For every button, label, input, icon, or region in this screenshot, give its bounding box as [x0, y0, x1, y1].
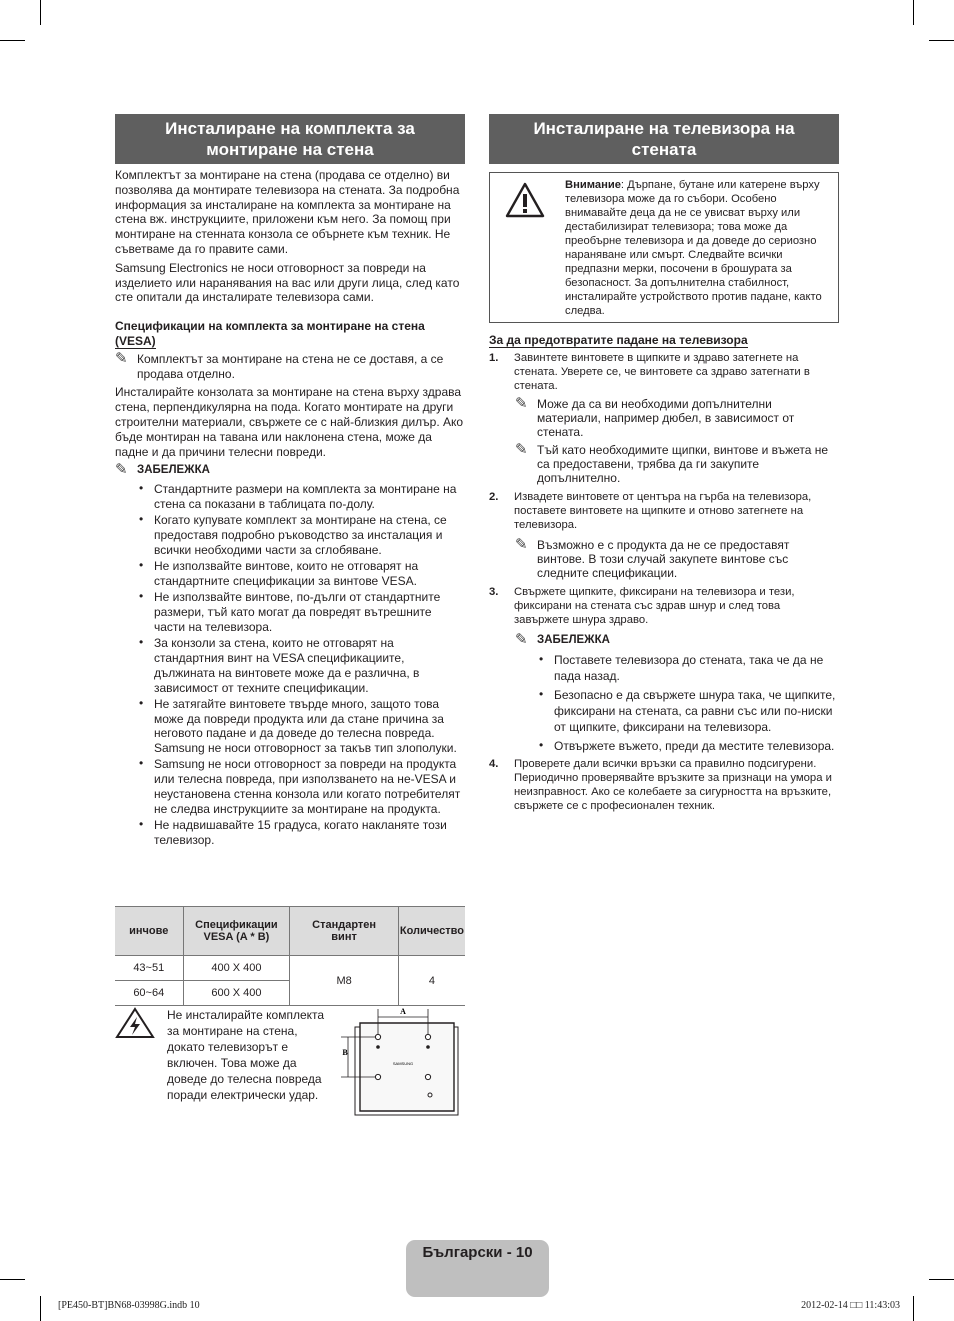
sub-heading-text: За да предотвратите падане на телевизора — [489, 333, 748, 347]
caution-text — [565, 178, 831, 318]
note-heading — [115, 463, 465, 478]
step-text: Свържете щипките, фиксирани на телевизора и тези, фиксирани на стената със здрав шнур и след това завържете шнура здраво. — [514, 586, 795, 626]
header-vesa: Спецификации VESA (A * B) — [183, 907, 290, 956]
diagram-brand: SAMSUNG — [392, 1061, 414, 1066]
table-row — [115, 956, 465, 981]
crop-mark — [913, 1296, 914, 1321]
list-item: • Когато купувате комплект за монтиране на стена, се предоставя подробно ръководство за инсталация и всички необходими части за сглобяване. — [137, 513, 465, 557]
step-text: Завинтете винтовете в щипките и здраво затегнете на стената. Уверете се, че винтовете са здраво затегнати в стената. — [514, 352, 810, 392]
list-item: • За конзоли за стена, които не отговарят на стандартния винт на VESA спецификациите, дължината на винтовете може да е различна, в зависимост от техните спецификации. — [137, 636, 465, 695]
step-item — [489, 351, 837, 393]
crop-mark — [913, 0, 914, 25]
crop-mark — [0, 40, 25, 41]
step-number: 1. — [489, 352, 499, 364]
list-item: • Не затягайте винтовете твърде много, защото това може да повреди продукта или да стане причина за неговото падане и да доведе до телесна повреда. Samsung не носи отговорност за такъв тип злополуки. — [137, 697, 465, 756]
cell-vesa: 600 X 400 — [183, 981, 290, 1006]
spec-heading-line1: Спецификации на комплекта за монтиране на стена — [115, 319, 425, 334]
right-title-line2: стената — [631, 140, 697, 159]
pencil-icon: ✎ — [115, 461, 128, 479]
prevent-fall-heading — [489, 333, 837, 347]
caution-body: : Дърпане, бутане или катерене върху телевизора може да го събори. Особено внимавайте деца да не се увисват върху или дестабилизират телевизора; това може да преобърне телевизора и да доведе до сериозно нараняване или смърт. Следвайте всички предпазни мерки, посочени в брошурата за безопасност. За допълнителна стабилност, инсталирайте устройството против падане, както следва. — [565, 179, 822, 317]
pen-note — [115, 349, 465, 382]
cell-vesa: 400 X 400 — [183, 956, 290, 981]
list-item: • Стандартните размери на комплекта за монтиране на стена са показани в таблицата по-долу. — [137, 482, 465, 512]
list-item: • Поставете телевизора до стената, така че да не пада назад. — [537, 652, 837, 684]
note-label: ЗАБЕЛЕЖКА — [537, 634, 610, 646]
intro-paragraph: Комплектът за монтиране на стена (продава се отделно) ви позволява да монтирате телевизора на стената. За подробна информация за инсталиране на комплекта за монтиране на стена вж. инструкциите, приложени към него. За помощ при монтиране на стенната конзола се обърнете към техник. Не съветваме да го правите сами. — [115, 168, 460, 256]
page-number-label: Български - 10 — [422, 1244, 533, 1261]
crop-mark — [929, 40, 954, 41]
crop-mark — [40, 1296, 41, 1321]
list-item: • Samsung не носи отговорност за повреди на продукта или телесна повреда, при използването на не-VESA и неустановена стенна конзола или когато потребителят не следва инструкциите за монтиране на продукта. — [137, 757, 465, 816]
shock-warning-text: Не инсталирайте комплекта за монтиране на стена, докато телевизорът е включен. Това може да доведе до телесна повреда поради електрически удар. — [167, 1008, 325, 1102]
note-text: Възможно е с продукта да не се предоставят винтове. В този случай закупете винтове със следните спецификации. — [537, 538, 790, 580]
note-bullet-list — [115, 482, 465, 848]
note-text: Може да са ви необходими допълнителни материали, например дюбел, в зависимост от стената. — [537, 397, 795, 439]
list-item: • Отвържете въжето, преди да местите телевизора. — [537, 738, 837, 754]
spec-heading — [115, 319, 465, 349]
header-quantity: Количество — [398, 907, 465, 956]
step-text: Проверете дали всички връзки са правилно подсигурени. Периодично проверявайте връзките за признаци на умора и неизправност. Ако се колебаете за сигурността на връзките, свържете се с професионален техник. — [514, 758, 832, 812]
spec-heading-line2: (VESA) — [115, 333, 156, 348]
note-label: ЗАБЕЛЕЖКА — [137, 464, 210, 477]
step-text: Извадете винтовете от центъра на гърба на телевизора, поставете винтовете на щипките и отново затегнете на телевизора. — [514, 491, 812, 531]
step-number: 2. — [489, 491, 499, 503]
step-item — [489, 757, 837, 813]
warning-triangle-icon — [504, 181, 546, 224]
install-paragraph: Инсталирайте конзолата за монтиране на стена върху здрава стена, перпендикулярна на пода. Когато монтирате на други строителни материали, свържете се с най-близкия дилър. Ако бъде монтиран на тавана или наклонена стена, може да падне и да причини телесни повреди. — [115, 385, 464, 459]
pencil-icon: ✎ — [515, 395, 528, 412]
cell-inches: 43~51 — [115, 956, 183, 981]
label-b: B — [342, 1048, 348, 1057]
step3-bullet-list — [489, 652, 837, 754]
right-column — [489, 333, 837, 817]
right-section-title — [489, 114, 839, 164]
left-title-line1: Инсталиране на комплекта за — [165, 119, 415, 138]
header-inches: инчове — [115, 907, 183, 956]
step-number: 3. — [489, 586, 499, 598]
label-a: A — [400, 1007, 406, 1016]
left-section-title — [115, 114, 465, 164]
list-item: • Не надвишавайте 15 градуса, когато накланяте този телевизор. — [137, 818, 465, 848]
step2-note — [489, 538, 837, 580]
caution-box — [489, 172, 839, 323]
list-item: • Безопасно е да свържете шнура така, че щипките, фиксирани на стената, са равни със или по-ниски от щипките, фиксирани на телевизора. — [537, 687, 837, 735]
left-column — [115, 168, 465, 849]
wall-mount-diagram — [338, 1005, 460, 1117]
crop-mark — [929, 1279, 954, 1280]
pencil-icon: ✎ — [115, 349, 128, 367]
crop-mark — [40, 0, 41, 25]
pen-note-text: Комплектът за монтиране на стена не се доставя, а се продава отделно. — [137, 351, 444, 381]
pencil-icon: ✎ — [515, 536, 528, 553]
table-header-row — [115, 907, 465, 956]
intro-paragraph: Samsung Electronics не носи отговорност за повреди на изделието или наранявания на вас или други лица, след като сте опитали да инсталирате телевизора сами. — [115, 260, 460, 305]
cell-quantity: 4 — [398, 956, 465, 1006]
pencil-icon: ✎ — [515, 631, 528, 648]
header-screw: Стандартен винт — [290, 907, 399, 956]
note-text: Тъй като необходимите щипки, винтове и въжета не са предоставени, трябва да ги закупите допълнително. — [537, 443, 829, 485]
print-timestamp: 2012-02-14 □□ 11:43:03 — [801, 1300, 900, 1311]
right-title-line1: Инсталиране на телевизора на — [533, 119, 795, 138]
list-item: • Не използвайте винтове, по-дълги от стандартните размери, тъй като могат да повредят вътрешните части на телевизора. — [137, 590, 465, 634]
left-title-line2: монтиране на стена — [206, 140, 374, 159]
pencil-icon: ✎ — [515, 441, 528, 458]
step-item — [489, 585, 837, 627]
vesa-spec-table — [115, 906, 465, 1006]
electric-shock-warning-icon — [115, 1007, 155, 1039]
file-info: [PE450-BT]BN68-03998G.indb 10 — [58, 1300, 200, 1311]
step1-note — [489, 443, 837, 485]
step-item — [489, 490, 837, 532]
caution-label: Внимание — [565, 179, 621, 191]
crop-mark — [0, 1279, 25, 1280]
step1-note — [489, 397, 837, 439]
step3-note-heading — [489, 633, 837, 647]
cell-screw: M8 — [290, 956, 399, 1006]
list-item: • Не използвайте винтове, които не отговарят на стандартните спецификации за винтове VESA. — [137, 559, 465, 589]
cell-inches: 60~64 — [115, 981, 183, 1006]
step-number: 4. — [489, 758, 499, 770]
